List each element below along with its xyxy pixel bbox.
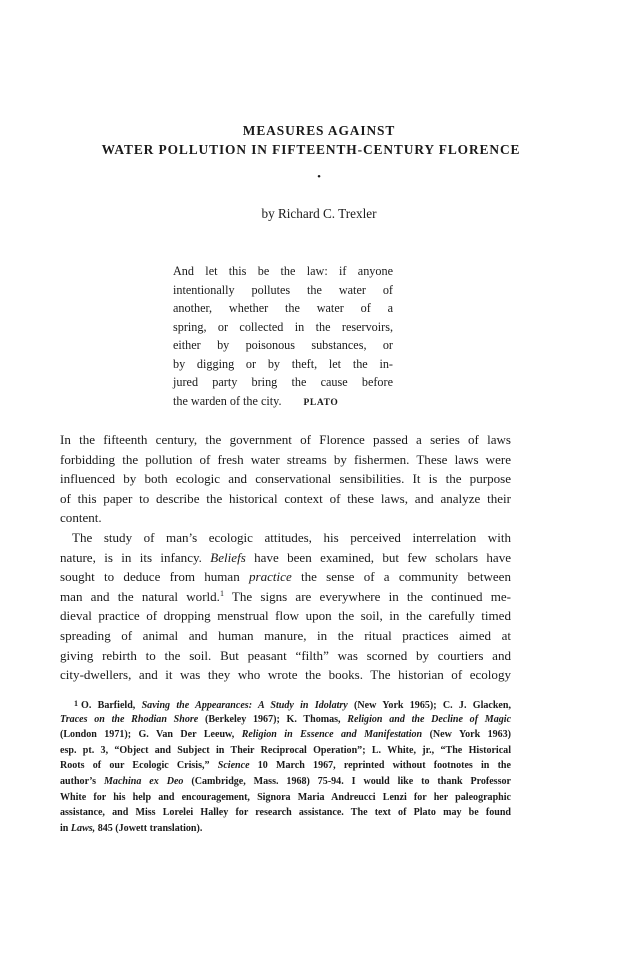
emphasis-beliefs: Beliefs — [210, 549, 246, 565]
body-fragment: the sense of a community between — [301, 569, 511, 585]
epigraph-last-line — [173, 392, 393, 411]
article-title-line-1: MEASURES AGAINST — [242, 123, 396, 138]
body-line: city-dwellers, and it was they who wrote the books. The historian of ecology — [60, 667, 511, 683]
fn-title: Machina ex Deo — [104, 775, 184, 787]
fn-title: Saving the Appearances: A Study in Idolatry — [141, 700, 348, 711]
epigraph-line: intentionally pollutes the water of — [173, 282, 393, 297]
epigraph-line: And let this be the law: if anyone — [173, 264, 393, 278]
body-fragment: The signs are everywhere in the continued me- — [231, 588, 511, 604]
footnote-line — [60, 758, 511, 774]
footnote-line: esp. pt. 3, “Object and Subject in Their Reciprocal Operation”; L. White, jr., “The Historical — [60, 744, 511, 756]
body-line — [60, 567, 511, 587]
article-title-line-2: WATER POLLUTION IN FIFTEENTH-CENTURY FLORENCE — [101, 142, 521, 157]
footnote-line — [60, 727, 511, 743]
body-line: dieval practice of dropping menstrual flow upon the soil, in the carefully timed — [60, 608, 511, 624]
epigraph-attribution: PLATO — [303, 397, 339, 408]
body-line: content. — [60, 510, 102, 526]
epigraph — [173, 262, 393, 410]
fn-fragment: (Berkeley 1967); K. Thomas, — [204, 713, 341, 725]
footnote-line — [60, 696, 511, 712]
fn-title: Religion and the Decline of Magic — [347, 713, 512, 725]
epigraph-line: jured party bring the cause before — [173, 375, 393, 389]
epigraph-line: by digging or by theft, let the in- — [173, 356, 393, 371]
footnote-number: 1 — [74, 699, 78, 708]
footnote-line — [60, 712, 511, 728]
footnote-line: assistance, and Miss Lorelei Halley for research assistance. The text of Plato may be found — [60, 807, 511, 819]
fn-fragment: (Cambridge, Mass. 1968) 75-94. I would like to thank Professor — [191, 775, 511, 787]
epigraph-line: another, whether the water of a — [173, 301, 393, 315]
footnote-line: White for his help and encouragement, Signora Maria Andreucci Lenzi for her paleographic — [60, 791, 511, 803]
footnote-1 — [60, 696, 511, 836]
footnote-reference[interactable]: 1 — [219, 588, 224, 598]
author-byline: by Richard C. Trexler — [261, 206, 377, 221]
body-line — [60, 548, 511, 568]
body-line — [60, 587, 511, 607]
fn-title: Laws, — [70, 822, 96, 834]
fn-fragment: Roots of our Ecologic Crisis,” — [60, 760, 210, 772]
footnote-line — [60, 821, 511, 837]
fn-fragment: (New York 1963) — [429, 729, 512, 741]
body-line: spreading of animal and human manure, in the ritual practices aimed at — [60, 627, 511, 643]
fn-fragment: 845 (Jowett translation). — [97, 822, 203, 834]
emphasis-practice: practice — [249, 569, 292, 585]
epigraph-line: the warden of the city. — [173, 393, 282, 408]
body-line: The study of man’s ecologic attitudes, his perceived interrelation with — [72, 529, 511, 545]
fn-title: Traces on the Rhodian Shore — [60, 713, 199, 725]
fn-title: Science — [217, 760, 250, 772]
body-fragment: have been examined, but few scholars have — [254, 549, 512, 565]
body-line: In the fifteenth century, the government of Florence passed a series of laws — [60, 432, 511, 447]
body-line: forbidding the pollution of fresh water streams by fishermen. These laws were — [60, 451, 511, 467]
epigraph-line: either by poisonous substances, or — [173, 338, 393, 352]
body-fragment: man and the natural world. — [60, 588, 220, 604]
body-fragment: sought to deduce from human — [60, 569, 240, 585]
body-line: influenced by both ecologic and conservational sensibilities. It is the purpose — [60, 471, 511, 487]
fn-fragment: (London 1971); G. Van Der Leeuw, — [60, 729, 235, 741]
title-separator-bullet: • — [317, 171, 321, 183]
epigraph-line: spring, or collected in the reservoirs, — [173, 319, 393, 334]
fn-fragment: (New York 1965); C. J. Glacken, — [354, 700, 511, 711]
body-fragment: nature, is in its infancy. — [60, 549, 202, 565]
footnote-line — [60, 774, 511, 790]
fn-fragment: O. Barfield, — [81, 700, 136, 711]
fn-fragment: author’s — [60, 775, 97, 787]
body-line: of this paper to describe the historical context of these laws, and analyze their — [60, 490, 511, 506]
body-text — [60, 430, 511, 685]
body-line: giving rebirth to the soil. But peasant “filth” was scorned by courtiers and — [60, 647, 511, 663]
fn-title: Religion in Essence and Manifestation — [241, 729, 423, 741]
fn-fragment: in — [60, 822, 69, 834]
fn-fragment: 10 March 1967, reprinted without footnotes in the — [257, 760, 511, 772]
